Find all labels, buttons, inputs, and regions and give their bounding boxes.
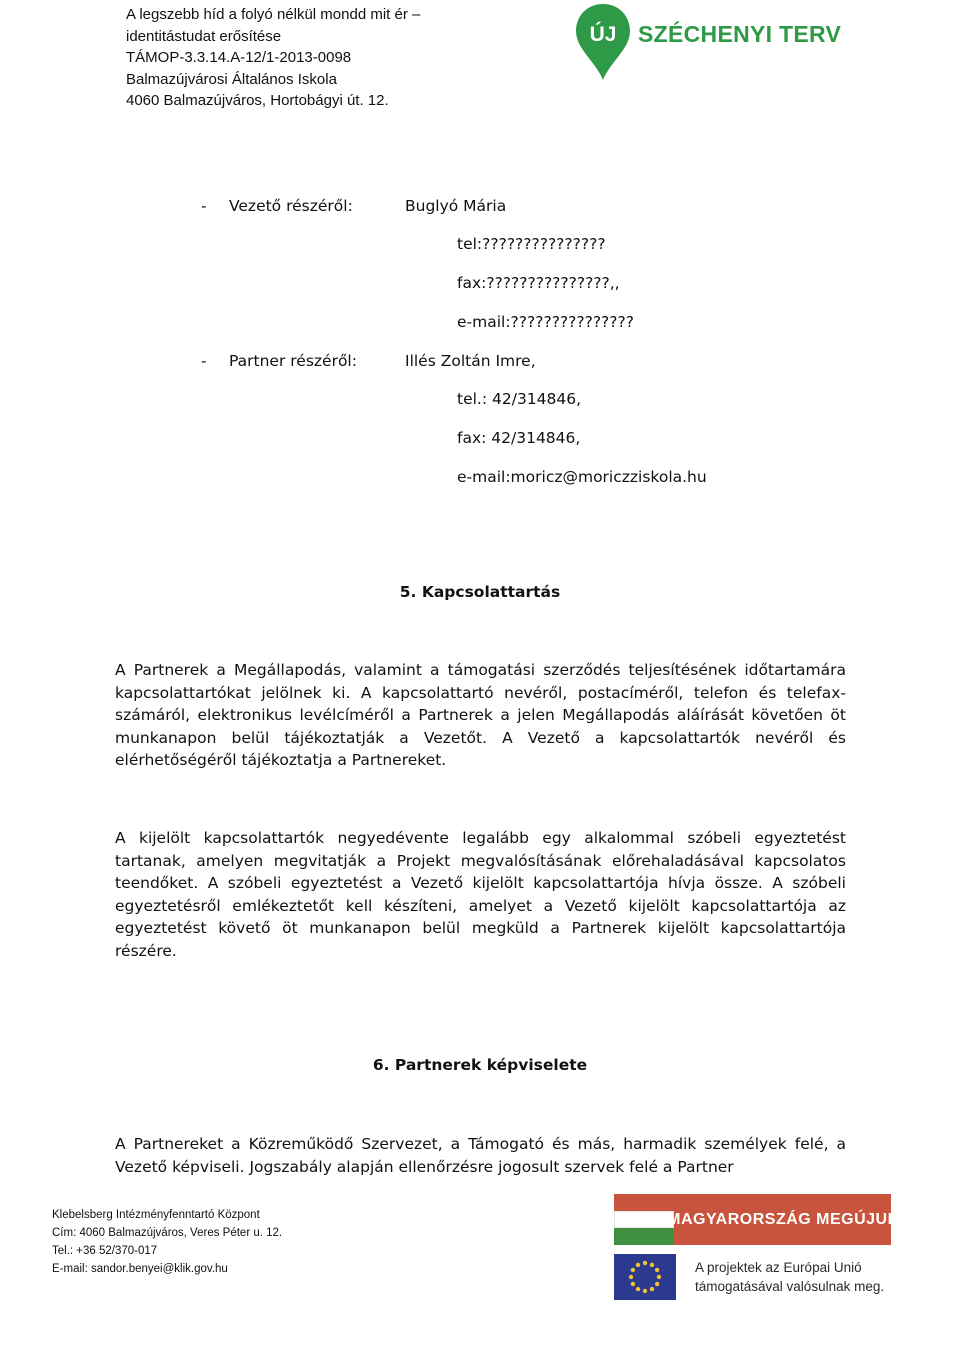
eu-support-text bbox=[695, 1258, 884, 1296]
header-line: 4060 Balmazújváros, Hortobágyi út. 12. bbox=[126, 92, 389, 110]
footer-line: E-mail: sandor.benyei@klik.gov.hu bbox=[52, 1263, 228, 1275]
partner-dash: - bbox=[201, 352, 207, 370]
section-5-title: 5. Kapcsolattartás bbox=[399, 583, 561, 601]
szechenyi-terv-logo bbox=[574, 2, 842, 82]
header-line: identitástudat erősítése bbox=[126, 27, 282, 45]
logo-letters: ÚJ bbox=[589, 23, 617, 46]
leader-label: Vezető részéről: bbox=[229, 197, 353, 215]
footer-line: Cím: 4060 Balmazújváros, Veres Péter u. 12. bbox=[52, 1227, 283, 1239]
footer-line: Tel.: +36 52/370-017 bbox=[52, 1245, 158, 1257]
eu-flag-icon bbox=[614, 1254, 676, 1300]
eu-line: A projektek az Európai Unió bbox=[695, 1260, 862, 1275]
section-5-paragraph-1: A Partnerek a Megállapodás, valamint a támogatási szerződés teljesítésének időtartamára kapcsolattartókat jelölnek ki. A kapcsolattartó nevéről, postacíméről, telefon és telefax-számáról, elektronikus levélcíméről a Partnerek a jelen Megállapodás aláírását követően öt munkanapon belül tájékoztatják a Vezetőt. A Vezető a kapcsolattartók nevéről és elérhetőségéről tájékoztatja a Partnereket. bbox=[115, 661, 846, 770]
header-line: Balmazújvárosi Általános Iskola bbox=[126, 70, 337, 88]
leader-fax: fax:???????????????,, bbox=[457, 274, 620, 292]
section-6-title: 6. Partnerek képviselete bbox=[372, 1056, 588, 1074]
banner-text: MAGYARORSZÁG MEGÚJUL bbox=[667, 1210, 898, 1228]
leader-tel: tel:??????????????? bbox=[457, 235, 606, 253]
footer-info bbox=[52, 1206, 282, 1278]
partner-fax: fax: 42/314846, bbox=[457, 429, 581, 447]
map-pin-icon bbox=[574, 2, 632, 82]
partner-name: Illés Zoltán Imre, bbox=[405, 352, 536, 370]
section-5-paragraph-2: A kijelölt kapcsolattartók negyedévente legalább egy alkalommal szóbeli egyeztetést tartanak, amelyen megvitatják a Projekt megvalósításának előrehaladásával kapcsolatos teendőket. A szóbeli egyeztetést a Vezető kijelölt kapcsolattartója hívja össze. A szóbeli egyeztetésről emlékeztetőt kell készíteni, amelyet a Vezető kijelölt kapcsolattartója az egyeztetést követő öt munkanapon belül megküld a Partnerek kijelölt kapcsolattartója részére. bbox=[115, 829, 846, 960]
leader-email: e-mail:??????????????? bbox=[457, 313, 634, 331]
hungarian-flag-icon bbox=[614, 1194, 674, 1245]
section-6-paragraph: A Partnereket a Közreműködő Szervezet, a Támogató és más, harmadik személyek felé, a Vezető képviseli. Jogszabály alapján ellenőrzésre jogosult szervek felé a Partner bbox=[115, 1135, 846, 1176]
magyarorszag-megujul-logo bbox=[614, 1194, 898, 1245]
logo-name: SZÉCHENYI TERV bbox=[638, 21, 842, 47]
megujul-banner bbox=[667, 1194, 898, 1245]
leader-dash: - bbox=[201, 197, 207, 215]
footer-line: Klebelsberg Intézményfenntartó Központ bbox=[52, 1209, 260, 1221]
eu-line: támogatásával valósulnak meg. bbox=[695, 1279, 885, 1294]
header-line: TÁMOP-3.3.14.A-12/1-2013-0098 bbox=[126, 49, 352, 67]
partner-email: e-mail:moricz@moriczziskola.hu bbox=[457, 468, 707, 486]
leader-name: Buglyó Mária bbox=[405, 197, 507, 215]
partner-tel: tel.: 42/314846, bbox=[457, 390, 582, 408]
eu-support-logo bbox=[614, 1254, 904, 1300]
partner-label: Partner részéről: bbox=[229, 352, 357, 370]
header-info bbox=[126, 4, 420, 112]
header-line: A legszebb híd a folyó nélkül mondd mit ér – bbox=[126, 6, 421, 23]
